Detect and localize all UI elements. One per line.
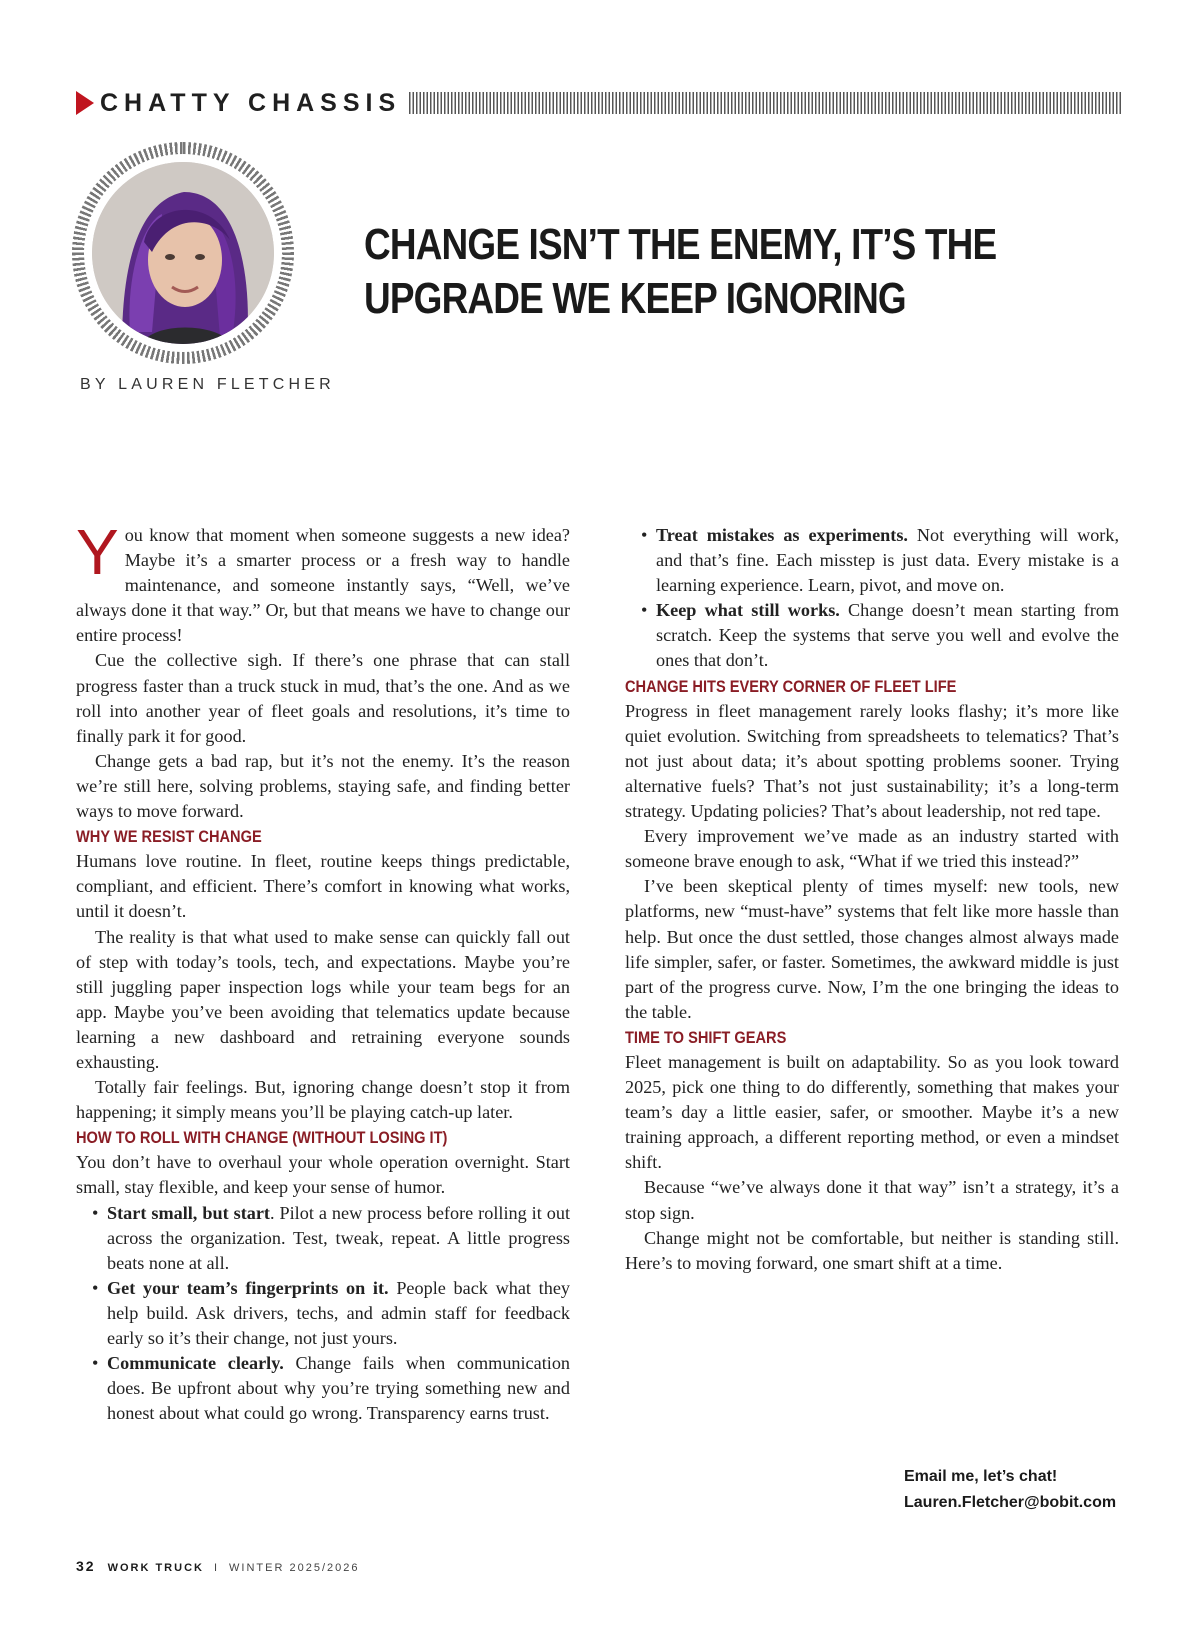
list-item: • Get your team’s fingerprints on it. People back what they help build. Ask drivers, techs, and admin staff for feedback early so it’s their change, not just yours.	[107, 1276, 570, 1351]
subhead-corner: CHANGE HITS EVERY CORNER OF FLEET LIFE	[625, 676, 957, 696]
body-paragraph: I’ve been skeptical plenty of times myself: new tools, new platforms, new “must-have” systems that felt like more hassle than help. But once the dust settled, those changes almost always made life simpler, safer, or faster. Sometimes, the awkward middle is just part of the progress curve. Now, I’m the one bringing the ideas to the table.	[625, 876, 1119, 1022]
drop-cap: Y	[76, 516, 119, 588]
body-paragraph: Change gets a bad rap, but it’s not the enemy. It’s the reason we’re still here, solving problems, staying safe, and finding better ways to move forward.	[76, 750, 570, 822]
magazine-name: WORK TRUCK	[107, 1562, 204, 1574]
body-paragraph: Fleet management is built on adaptability. So as you look toward 2025, pick one thing to do differently, something that makes your team’s day a little easier, safer, or smoother. Maybe it’s a new training approach, a different reporting method, or even a mindset shift.	[625, 1051, 1119, 1173]
list-item: • Communicate clearly. Change fails when communication does. Be upfront about why you’re trying something new and honest about what could go wrong. Transparency earns trust.	[107, 1351, 570, 1426]
left-column	[76, 516, 571, 1426]
contact-email[interactable]: Lauren.Fletcher@bobit.com	[904, 1494, 1117, 1511]
subhead-roll: HOW TO ROLL WITH CHANGE (WITHOUT LOSING IT)	[76, 1128, 448, 1148]
intro-paragraph: You know that moment when someone suggests a new idea? Maybe it’s a smarter process or a fresh way to handle maintenance, and someone instantly says, “Well, we’ve always done it that way.” Or, but that means we have to change our entire process!	[76, 516, 570, 646]
contact-callout	[904, 1464, 1116, 1516]
section-label: CHATTY CHASSIS	[100, 88, 402, 117]
byline: BY LAUREN FLETCHER	[80, 376, 335, 393]
page-number: 32	[76, 1558, 96, 1574]
tips-list-continued	[625, 523, 1119, 674]
body-paragraph: Every improvement we’ve made as an industry started with someone brave enough to ask, “What if we tried this instead?”	[625, 826, 1119, 872]
author-photo-illustration	[92, 162, 274, 344]
headline-line-1: CHANGE ISN’T THE ENEMY, IT’S THE	[364, 220, 997, 269]
headline-line-2: UPGRADE WE KEEP IGNORING	[364, 274, 906, 323]
section-header	[76, 86, 1122, 120]
body-paragraph: Humans love routine. In fleet, routine keeps things predictable, compliant, and efficient. There’s comfort in knowing what works, until it doesn’t.	[76, 851, 570, 922]
body-paragraph: You don’t have to overhaul your whole operation overnight. Start small, stay flexible, and keep your sense of humor.	[76, 1152, 570, 1198]
body-paragraph: The reality is that what used to make sense can quickly fall out of step with today’s tools, tech, and expectations. Maybe you’re still juggling paper inspection logs while your team begs for an app. Maybe you’ve been avoiding that telematics update because learning a new dashboard and retraining everyone sounds exhausting.	[76, 926, 570, 1072]
tips-list	[76, 1201, 570, 1427]
list-item: • Start small, but start. Pilot a new process before rolling it out across the organization. Test, tweak, repeat. A little progress beats none at all.	[107, 1201, 570, 1276]
section-rule	[409, 92, 1122, 114]
subhead-resist: WHY WE RESIST CHANGE	[76, 827, 262, 847]
author-photo	[92, 162, 274, 344]
headline	[364, 218, 997, 326]
author-portrait	[72, 142, 294, 364]
body-paragraph: Cue the collective sigh. If there’s one phrase that can stall progress faster than a truck stuck in mud, that’s the one. And as we roll into another year of fleet goals and resolutions, it’s time to finally park it for good.	[76, 650, 570, 746]
page-footer	[76, 1558, 359, 1574]
body-paragraph: Progress in fleet management rarely looks flashy; it’s more like quiet evolution. Switching from spreadsheets to telematics? That’s not just about data; it’s about spotting problems sooner. Trying alternative fuels? That’s not just sustainability; it’s a long-term strategy. Updating policies? That’s about leadership, not red tape.	[625, 700, 1119, 822]
footer-separator: I	[213, 1562, 220, 1574]
list-item: • Keep what still works. Change doesn’t mean starting from scratch. Keep the systems that serve you well and evolve the ones that don’t.	[656, 598, 1119, 673]
body-paragraph: Because “we’ve always done it that way” isn’t a strategy, it’s a stop sign.	[625, 1177, 1119, 1223]
right-column	[625, 523, 1119, 1276]
issue-date: WINTER 2025/2026	[229, 1562, 360, 1574]
body-paragraph: Change might not be comfortable, but neither is standing still. Here’s to moving forward, one smart shift at a time.	[625, 1227, 1119, 1273]
list-item: • Treat mistakes as experiments. Not everything will work, and that’s fine. Each misstep is just data. Every mistake is a learning experience. Learn, pivot, and move on.	[656, 523, 1119, 598]
section-arrow-icon	[76, 91, 94, 115]
subhead-gears: TIME TO SHIFT GEARS	[625, 1027, 787, 1047]
contact-prompt: Email me, let’s chat!	[904, 1468, 1058, 1485]
body-paragraph: Totally fair feelings. But, ignoring change doesn’t stop it from happening; it simply means you’ll be playing catch-up later.	[76, 1077, 570, 1123]
